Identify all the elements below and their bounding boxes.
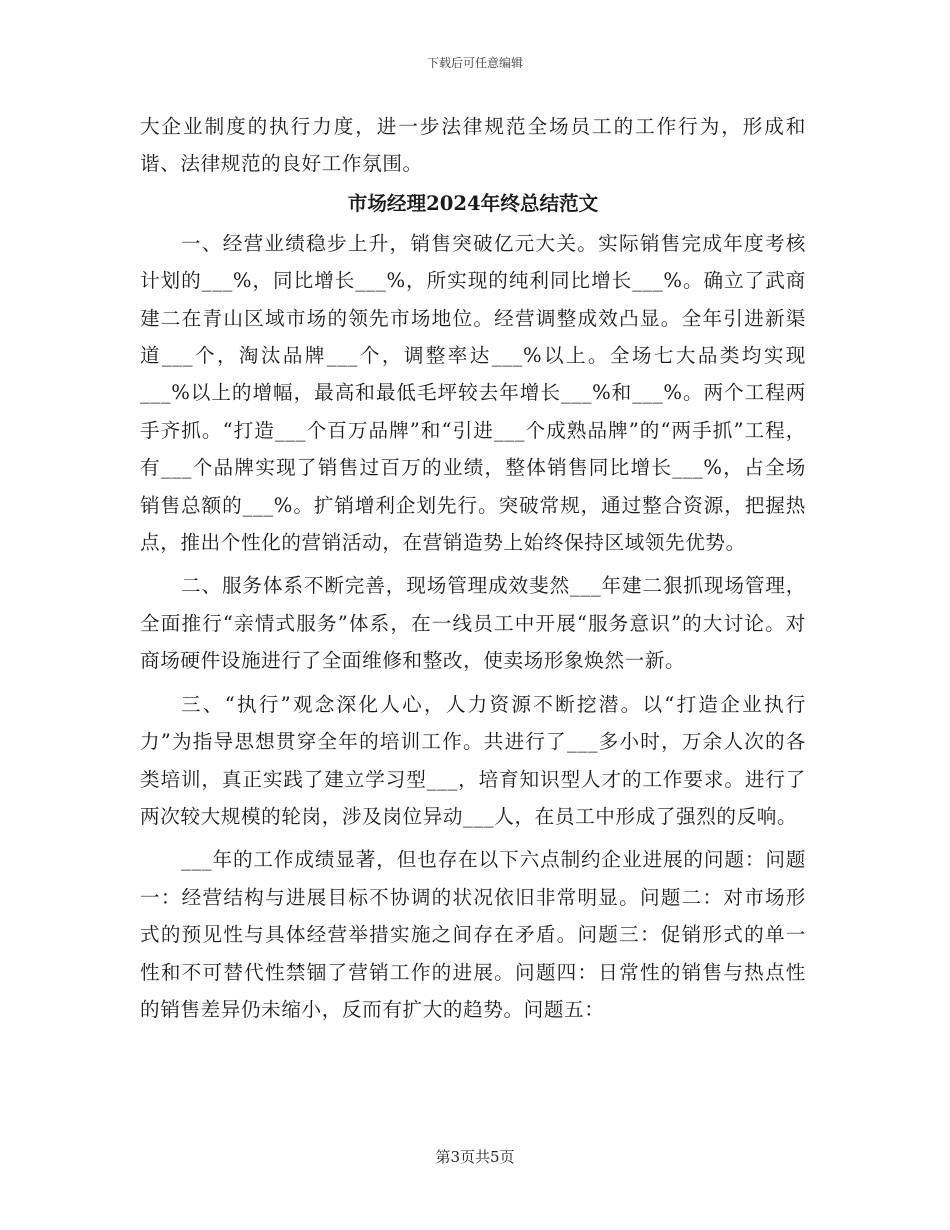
document-title: 市场经理2024年终总结范文 [347,191,599,215]
header-note: 下载后可任意编辑 [426,56,523,70]
page-number: 第3页共5页 [435,1148,515,1166]
paragraph-business-performance: 一、经营业绩稳步上升，销售突破亿元大关。实际销售完成年度考核计划的___%，同比增长___%，所实现的纯利同比增长___%。确立了武商建二在青山区域市场的领先市场地位。经营调整成效凸显。全年引进新渠道___个，淘汰品牌___个，调整率达___%以上。全场七大品类均实现___%以上的增幅，最高和最低毛坪较去年增长___%和___%。两个工程两手齐抓。“打造___个百万品牌”和“引进___个成熟品牌”的“两手抓”工程，有___个品牌实现了销售过百万的业绩，整体销售同比增长___%，占全场销售总额的___%。扩销增利企划先行。突破常规，通过整合资源，把握热点，推出个性化的营销活动，在营销造势上始终保持区域领先优势。 [140,231,806,555]
paragraph-execution: 三、“执行”观念深化人心，人力资源不断挖潜。以“打造企业执行力”为指导思想贯穿全年的培训工作。共进行了___多小时，万余人次的各类培训，真正实践了建立学习型___，培育知识型人才的工作要求。进行了两次较大规模的轮岗，涉及岗位异动___人，在员工中形成了强烈的反响。 [140,692,806,828]
paragraph-service-system: 二、服务体系不断完善，现场管理成效斐然___年建二狠抓现场管理，全面推行“亲情式服务”体系，在一线员工中开展“服务意识”的大讨论。对商场硬件设施进行了全面维修和整改，使卖场形象焕然一新。 [140,574,806,673]
paragraph-problems: ___年的工作成绩显著，但也存在以下六点制约企业进展的问题：问题一：经营结构与进展目标不协调的状况依旧非常明显。问题二：对市场形式的预见性与具体经营举措实施之间存在矛盾。问题三：促销形式的单一性和不可替代性禁锢了营销工作的进展。问题四：日常性的销售与热点性的销售差异仍未缩小，反而有扩大的趋势。问题五： [140,848,806,1021]
intro-paragraph: 大企业制度的执行力度，进一步法律规范全场员工的工作行为，形成和谐、法律规范的良好工作氛围。 [140,115,806,176]
document-body [140,108,806,1028]
